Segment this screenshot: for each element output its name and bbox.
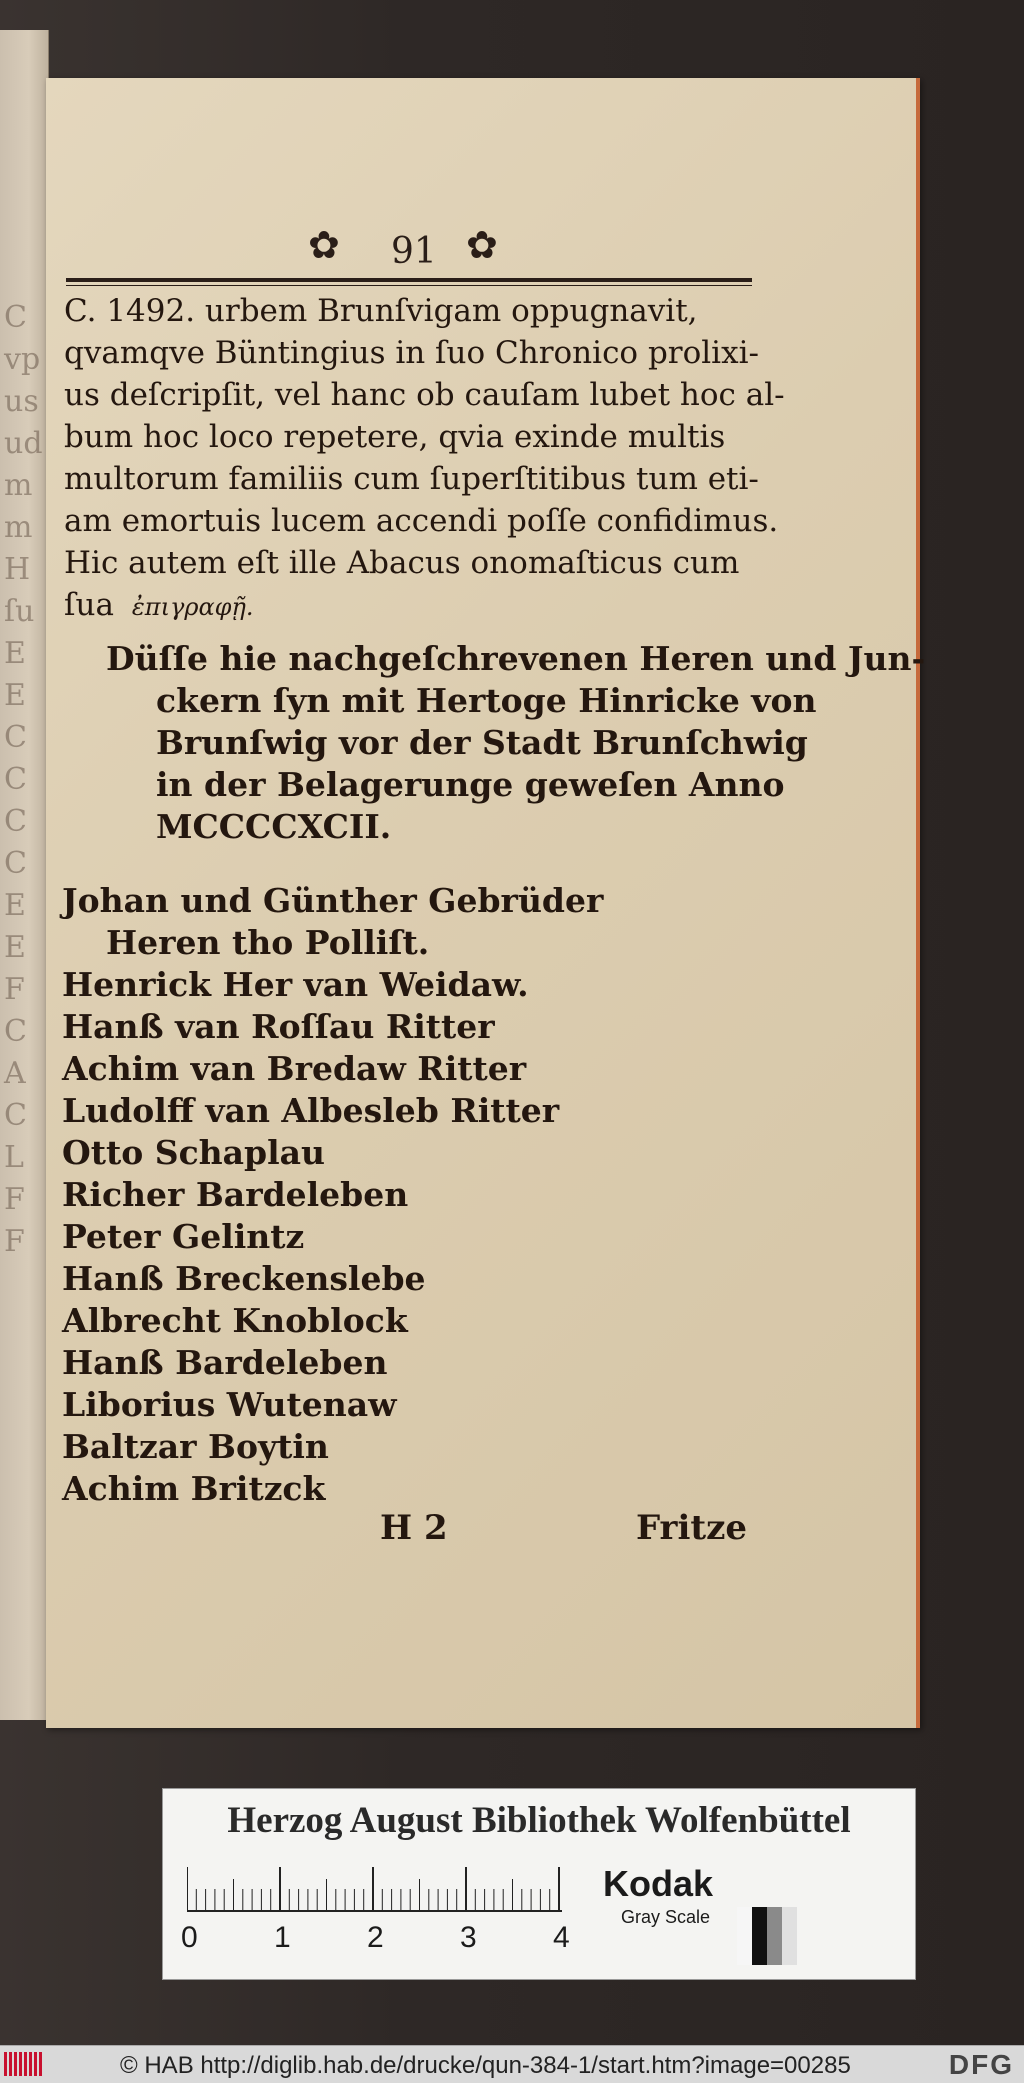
text-line: am emortuis lucem accendi poſſe confidimus. [64,503,779,539]
catchword: Fritze [636,1508,748,1548]
gray-patch [782,1907,797,1965]
ghost-glyph: m [4,468,33,503]
list-item: Achim Britzck [62,1469,326,1508]
hab-logo-icon [4,2052,48,2076]
text-line [64,584,764,628]
ghost-glyph: C [4,720,27,755]
german-introduction [106,638,926,848]
ghost-glyph: A [4,1056,26,1091]
list-item: Achim van Bredaw Ritter [62,1049,527,1088]
gray-scale-label: Gray Scale [621,1907,711,1927]
list-item: Heren tho Polliſt. [106,923,430,962]
text-line: in der Belagerunge geweſen Anno [156,765,785,804]
color-target-card [162,1788,916,1980]
page-header [46,223,916,273]
list-item: Johan und Günther Gebrüder [62,881,604,920]
text-line: multorum familiis cum ſuperſtitibus tum eti- [64,461,759,497]
text-line: ckern ſyn mit Hertoge Hinricke von [156,681,817,720]
ghost-glyph: ſu [4,594,35,629]
ghost-glyph: C [4,300,27,335]
gray-patch [767,1907,782,1965]
header-rule [66,278,752,282]
text-line: qvamqve Büntingius in ſuo Chronico prolixi- [64,335,759,371]
text-word: ſua [64,587,114,623]
list-item: Hanß van Roſſau Ritter [62,1007,495,1046]
list-item: Hanß Bardeleben [62,1343,388,1382]
header-rule-thin [66,285,752,286]
kodak-logo: Kodak [603,1863,714,1904]
ghost-glyph: E [4,636,26,671]
ghost-glyph: C [4,762,27,797]
list-item: Hanß Breckenslebe [62,1259,426,1298]
ghost-glyph: C [4,846,27,881]
signature-mark: H 2 [380,1508,448,1548]
ghost-glyph: F [4,1224,25,1259]
previous-page-edge [0,30,49,1720]
greek-word: ἐπιγραφῇ. [131,593,254,621]
ghost-glyph: F [4,972,25,1007]
ghost-glyph: C [4,804,27,839]
list-item: Richer Bardeleben [62,1175,409,1214]
ghost-glyph: E [4,888,26,923]
list-item: Albrecht Knoblock [62,1301,408,1340]
list-item: Otto Schaplau [62,1133,326,1172]
list-item: Ludolff van Albesleb Ritter [62,1091,560,1130]
ruler-numbers [181,1921,601,1961]
ghost-glyph: E [4,678,26,713]
dfg-logo: DFG [948,2049,1014,2080]
list-item: Henrick Her van Weidaw. [62,965,529,1004]
ruler-number: 3 [460,1921,477,1954]
ghost-glyph: ud [4,426,43,461]
text-line: Hic autem eſt ille Abacus onomaſticus cum [64,545,740,581]
ornament-left-icon: ✿ [308,223,340,267]
source-link[interactable]: © HAB http://diglib.hab.de/drucke/qun-384-1/start.htm?image=00285 [120,2052,851,2079]
ghost-glyph: F [4,1182,25,1217]
names-list [62,880,622,1510]
ruler-icon [187,1867,567,1913]
page-number: 91 [391,231,437,272]
ghost-glyph: vp [4,342,41,377]
library-name: Herzog August Bibliothek Wolfenbüttel [227,1800,851,1841]
ornament-right-icon: ✿ [466,223,498,267]
ghost-glyph: us [4,384,39,419]
ruler-number: 0 [181,1921,198,1954]
ruler-number: 1 [274,1921,291,1954]
text-line: Brunſwig vor der Stadt Brunſchwig [156,723,808,762]
book-page [46,78,926,1728]
ghost-glyph: H [4,552,31,587]
ghost-glyph: L [4,1140,24,1175]
gray-patch [752,1907,767,1965]
ghost-glyph: C [4,1098,27,1133]
text-line: us deſcripſit, vel hanc ob cauſam lubet hoc al- [64,377,785,413]
ghost-glyph: E [4,930,26,965]
gray-patch [737,1907,752,1965]
text-line: bum hoc loco repetere, qvia exinde multis [64,419,726,455]
latin-paragraph [64,290,785,628]
text-line: C. 1492. urbem Brunſvigam oppugnavit, [64,293,698,329]
list-item: Peter Gelintz [62,1217,305,1256]
text-line: MCCCCXCII. [156,807,392,846]
list-item: Baltzar Boytin [62,1427,329,1466]
ruler-number: 4 [553,1921,570,1954]
gray-scale-patches [737,1907,797,1965]
footer-bar [0,2045,1024,2083]
ghost-glyph: C [4,1014,27,1049]
ruler-number: 2 [367,1921,384,1954]
ghost-glyph: m [4,510,33,545]
text-line: Düſſe hie nachgeſchrevenen Heren und Jun- [106,639,926,678]
list-item: Liborius Wutenaw [62,1385,397,1424]
